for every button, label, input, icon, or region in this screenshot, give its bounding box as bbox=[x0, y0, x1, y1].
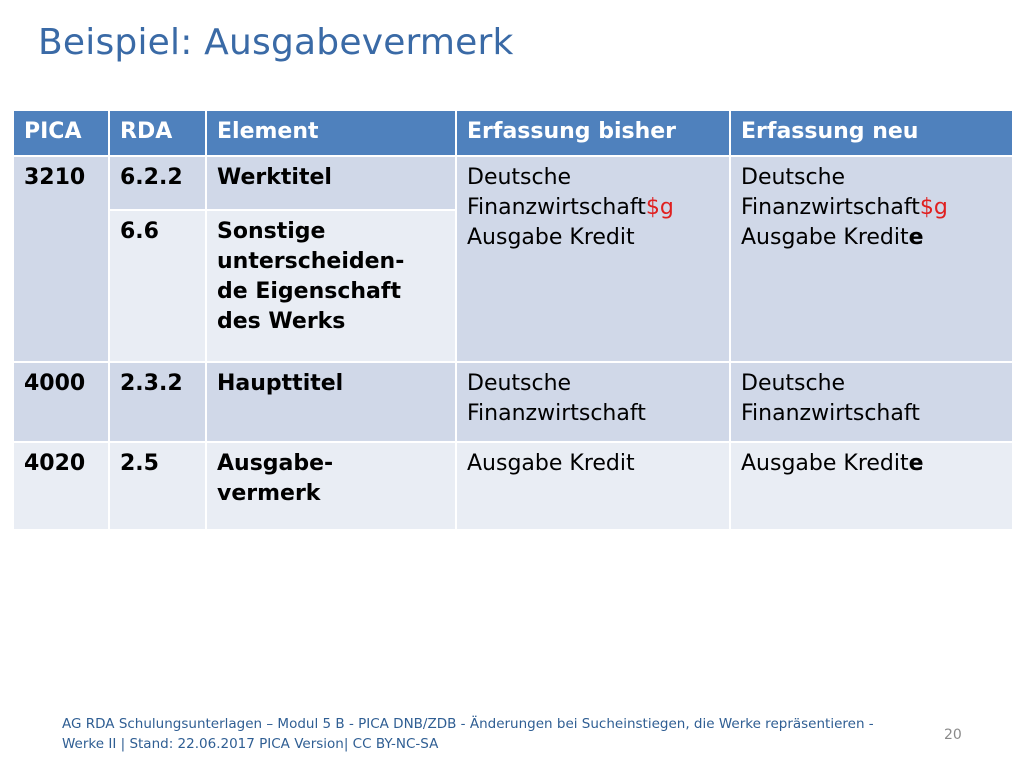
text-line bbox=[741, 223, 1002, 253]
subfield-marker: $g bbox=[645, 195, 674, 220]
text-line: de Eigenschaft bbox=[217, 279, 401, 304]
text-line bbox=[467, 193, 719, 223]
text-line: Finanzwirtschaft bbox=[467, 401, 646, 426]
changed-letter: e bbox=[908, 225, 924, 250]
text-line: Sonstige bbox=[217, 219, 326, 244]
table-row bbox=[13, 156, 1013, 210]
text-line: Deutsche bbox=[741, 165, 846, 190]
text-main: Ausgabe Kredit bbox=[741, 225, 909, 250]
cell-element-haupttitel: Haupttitel bbox=[206, 362, 456, 442]
text-line: Ausgabe Kredit bbox=[467, 225, 635, 250]
text-line: vermerk bbox=[217, 481, 321, 506]
footer-line: AG RDA Schulungsunterlagen – Modul 5 B - PICA DNB/ZDB - Änderungen bei Sucheinstiegen, die Werke repräsentieren - bbox=[62, 716, 874, 732]
header-element: Element bbox=[206, 110, 456, 156]
cell-rda-2-3-2: 2.3.2 bbox=[109, 362, 206, 442]
cell-erfassung-neu-2 bbox=[730, 362, 1013, 442]
text-line: des Werks bbox=[217, 309, 346, 334]
cell-element-ausgabevermerk bbox=[206, 442, 456, 530]
text-main: Finanzwirtschaft bbox=[741, 195, 920, 220]
cell-rda-2-5: 2.5 bbox=[109, 442, 206, 530]
cell-element-werktitel: Werktitel bbox=[206, 156, 456, 210]
table-row bbox=[13, 442, 1013, 530]
slide-title: Beispiel: Ausgabevermerk bbox=[38, 22, 514, 63]
footer-text bbox=[62, 714, 902, 754]
cell-erfassung-bisher-1 bbox=[456, 156, 730, 362]
cell-erfassung-bisher-3: Ausgabe Kredit bbox=[456, 442, 730, 530]
text-line: Ausgabe- bbox=[217, 451, 334, 476]
text-line: Deutsche bbox=[741, 371, 846, 396]
text-line bbox=[741, 193, 1002, 223]
cell-erfassung-bisher-2 bbox=[456, 362, 730, 442]
table-row bbox=[13, 362, 1013, 442]
comparison-table bbox=[12, 109, 1014, 531]
subfield-marker: $g bbox=[919, 195, 948, 220]
text-line: Deutsche bbox=[467, 165, 572, 190]
text-main: Finanzwirtschaft bbox=[467, 195, 646, 220]
text-line: Finanzwirtschaft bbox=[741, 401, 920, 426]
text-line: unterscheiden- bbox=[217, 249, 405, 274]
cell-pica-4020: 4020 bbox=[13, 442, 109, 530]
cell-erfassung-neu-1 bbox=[730, 156, 1013, 362]
table-header-row bbox=[13, 110, 1013, 156]
header-rda: RDA bbox=[109, 110, 206, 156]
cell-pica-4000: 4000 bbox=[13, 362, 109, 442]
cell-rda-6-6: 6.6 bbox=[109, 210, 206, 362]
cell-pica-3210: 3210 bbox=[13, 156, 109, 362]
page-number: 20 bbox=[944, 727, 962, 743]
footer-line: Werke II | Stand: 22.06.2017 PICA Version| CC BY-NC-SA bbox=[62, 736, 439, 752]
text-line: Deutsche bbox=[467, 371, 572, 396]
cell-rda-6-2-2: 6.2.2 bbox=[109, 156, 206, 210]
text-main: Ausgabe Kredit bbox=[741, 451, 909, 476]
cell-element-sonstige bbox=[206, 210, 456, 362]
changed-letter: e bbox=[908, 451, 924, 476]
header-erfassung-neu: Erfassung neu bbox=[730, 110, 1013, 156]
cell-erfassung-neu-3 bbox=[730, 442, 1013, 530]
header-pica: PICA bbox=[13, 110, 109, 156]
header-erfassung-bisher: Erfassung bisher bbox=[456, 110, 730, 156]
